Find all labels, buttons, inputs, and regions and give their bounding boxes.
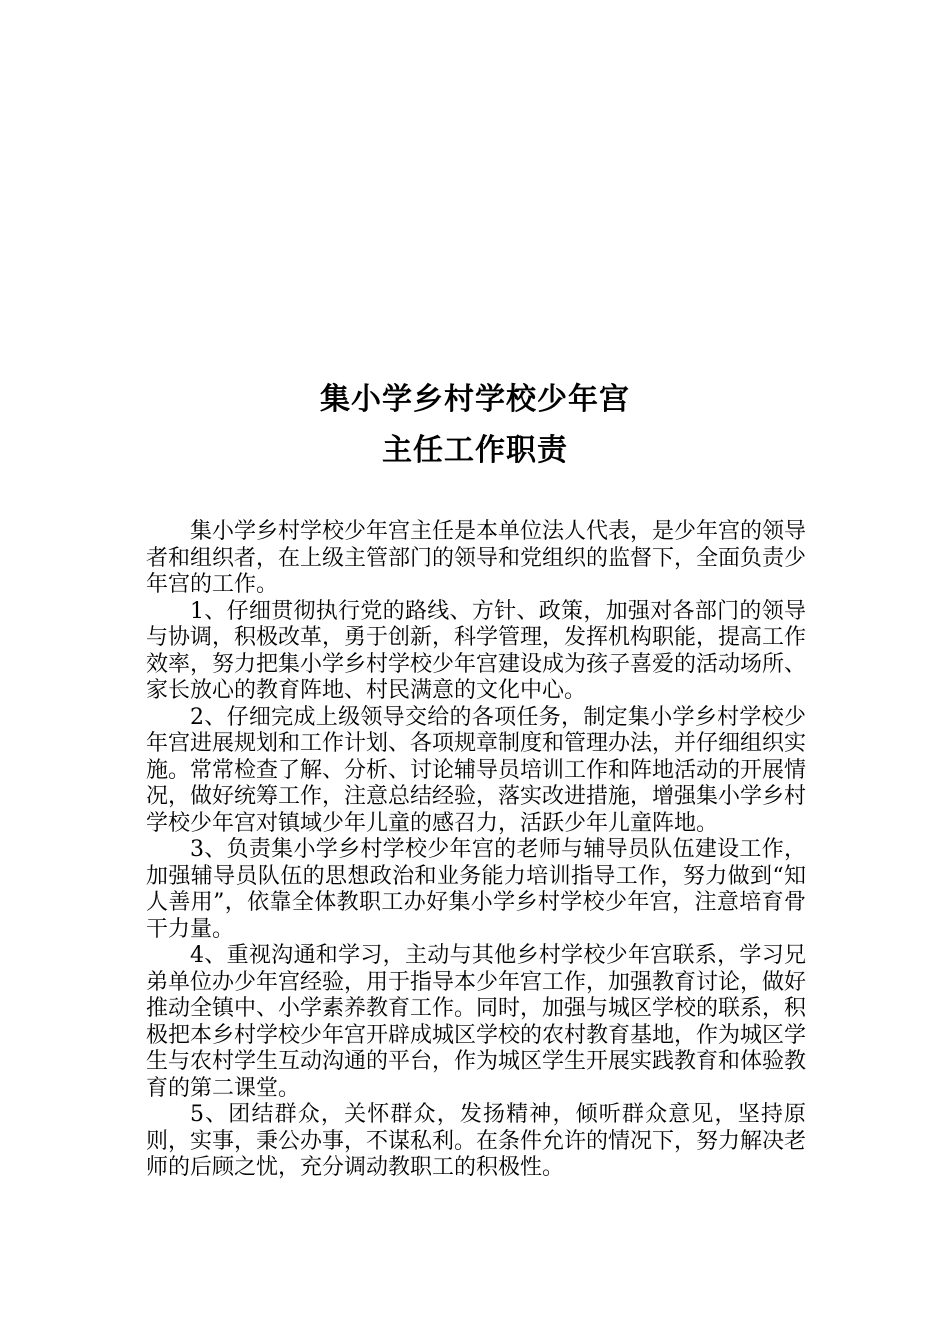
intro-paragraph: 集小学乡村学校少年宫主任是本单位法人代表，是少年宫的领导者和组织者，在上级主管部门的领导和党组织的监督下，全面负责少年宫的工作。 bbox=[146, 519, 807, 597]
document-title-line2: 主任工作职责 bbox=[382, 433, 568, 468]
duty-paragraph-5: 5、团结群众，关怀群众，发扬精神，倾听群众意见，坚持原则，实事，秉公办事，不谋私利。在条件允许的情况下，努力解决老师的后顾之忧，充分调动教职工的积极性。 bbox=[146, 1102, 807, 1180]
document-body bbox=[146, 519, 806, 1182]
duty-paragraph-4: 4、重视沟通和学习，主动与其他乡村学校少年宫联系，学习兄弟单位办少年宫经验，用于指导本少年宫工作，加强教育讨论，做好推动全镇中、小学素养教育工作。同时，加强与城区学校的联系，积极把本乡村学校少年宫开辟成城区学校的农村教育基地，作为城区学生与农村学生互动沟通的平台，作为城区学生开展实践教育和体验教育的第二课堂。 bbox=[146, 943, 807, 1101]
duty-paragraph-1: 1、仔细贯彻执行党的路线、方针、政策，加强对各部门的领导与协调，积极改革，勇于创新，科学管理，发挥机构职能，提高工作效率，努力把集小学乡村学校少年宫建设成为孩子喜爱的活动场所、家长放心的教育阵地、村民满意的文化中心。 bbox=[146, 598, 807, 703]
duty-paragraph-2: 2、仔细完成上级领导交给的各项任务，制定集小学乡村学校少年宫进展规划和工作计划、各项规章制度和管理办法，并仔细组织实施。常常检查了解、分析、讨论辅导员培训工作和阵地活动的开展情况，做好统筹工作，注意总结经验，落实改进措施，增强集小学乡村学校少年宫对镇域少年儿童的感召力，活跃少年儿童阵地。 bbox=[146, 704, 807, 836]
duty-paragraph-3: 3、负责集小学乡村学校少年宫的老师与辅导员队伍建设工作，加强辅导员队伍的思想政治和业务能力培训指导工作，努力做到“知人善用”，依靠全体教职工办好集小学乡村学校少年宫，注意培育骨干力量。 bbox=[146, 837, 806, 942]
document-title-line1: 集小学乡村学校少年宫 bbox=[320, 382, 630, 417]
